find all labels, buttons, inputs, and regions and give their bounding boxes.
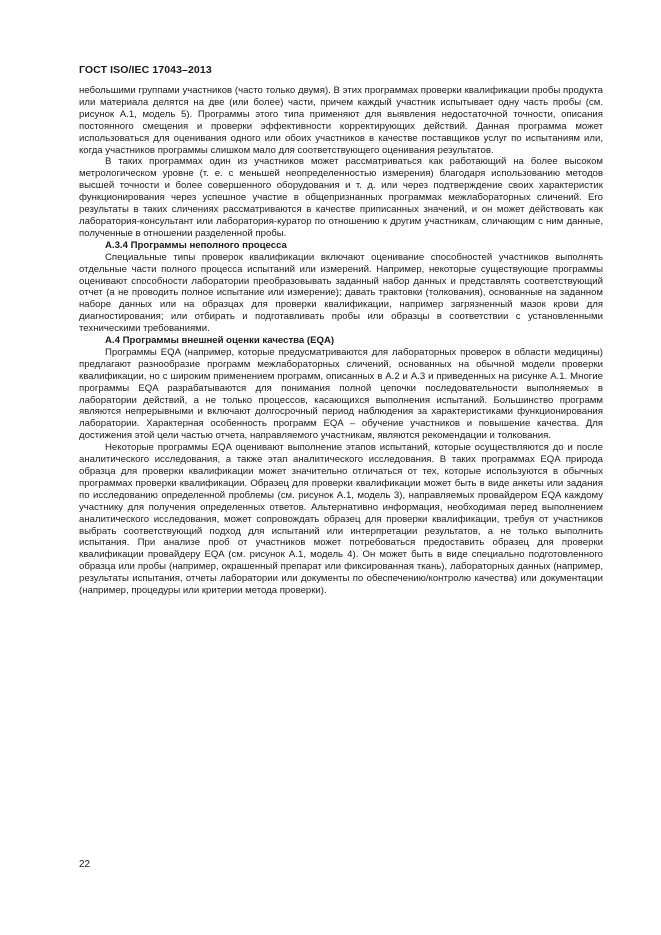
paragraph-eqa-programs: Программы EQA (например, которые предусматриваются для лабораторных проверок в области медицины) предлагают разнообразие программ межлабораторных сличений, основанных на обычной модели проверки квалификации, но с широким применением программ, описанных в А.2 и А.3 и приведенных на рисунке А.1. Многие программы EQA разрабатываются для понимания полной цепочки последовательности выполняемых в лаборатории действий, а не только процессов, касающихся выполнения испытаний. Большинство программ являются непрерывными и включают долгосрочный период наблюдения за характеристиками функционирования лаборатории. Характерная особенность программ EQA – обучение участников и повышение качества. Для достижения этой цели частью отчета, направляемого участникам, являются рекомендации и толкования. xyxy=(79,346,603,442)
document-header: ГОСТ ISO/IEC 17043–2013 xyxy=(79,64,212,76)
section-heading-a-4: А.4 Программы внешней оценки качества (EQA) xyxy=(105,335,335,347)
page-number: 22 xyxy=(79,859,91,870)
document-body xyxy=(79,85,603,597)
paragraph-eqa-stages: Некоторые программы EQA оценивают выполнение этапов испытаний, которые осуществляются до и после аналитического исследования, а также этап аналитического исследования. В таких программах EQA природа образца для проверки квалификации может значительно отличаться от тех, которые используются в обычных программах проверки квалификации. Образец для проверки квалификации может быть в виде анкеты или задания по исследованию определенной проблемы (см. рисунок А.1, модель 3), направляемых провайдером EQA каждому участнику для получения определенных ответов. Альтернативно информация, необходимая перед выполнением аналитического исследования, может сопровождать образец для проверки квалификации, требуя от участников выбрать соответствующий подход для испытаний или интерпретации результатов, а не только выполнить испытания. При анализе проб от участников может потребоваться предоставить образец для проверки квалификации провайдеру EQA (см. рисунок А.1, модель 4). Он может быть в виде специально подготовленного образца или пробы (например, окрашенный препарат или фиксированная ткань), лабораторных данных (например, результаты испытания, отчеты лаборатории или документы по обеспечению/контролю качества) или документации (например, процедуры или критерии метода проверки). xyxy=(79,442,603,597)
section-heading-a-3-4: А.3.4 Программы неполного процесса xyxy=(105,239,287,251)
paragraph-reference-participant: В таких программах один из участников может рассматриваться как работающий на более высоком метрологическом уровне (т. е. с меньшей неопределенностью измерения) благодаря использованию методов высшей точности и более совершенного оборудования и т. д. или через подтверждение своих характеристик функционирования через успешное участие в общепризнанных программах межлабораторных сличений. Его результаты в таких сличениях рассматриваются в качестве приписанных значений, и он может действовать как лаборатория-консультант или лаборатория-куратор по отношению к другим участникам, сличающим с ним данные, полученные в отношении разделенной пробы. xyxy=(79,156,603,239)
paragraph-split-sample-continued: небольшими группами участников (часто только двумя). В этих программах проверки квалификации пробы продукта или материала делятся на две (или более) части, причем каждый участник испытывает одну часть пробы (см. рисунок А.1, модель 5). Программы этого типа применяют для выявления недостаточной точности, описания постоянного смещения и проверки эффективности корректирующих действий. Данная программа может использоваться для оценивания одного или обоих участников в качестве поставщиков услуг по испытаниям или, когда участников программы слишком мало для соответствующего оценивания результатов. xyxy=(79,85,603,156)
paragraph-partial-process: Специальные типы проверок квалификации включают оценивание способностей участников выполнять отдельные части полного процесса испытаний или измерений. Например, некоторые существующие программы оценивают способности лаборатории преобразовывать заданный набор данных и представлять соответствующий отчет (а не проводить полное испытание или измерение); давать трактовки (толкования), основанные на заданном наборе данных или на образцах для проверки квалификации, например загрязненный мазок крови для диагностирования; или отбирать и подготавливать пробы или образцы в соответствии с установленными техническими требованиями. xyxy=(79,251,603,335)
